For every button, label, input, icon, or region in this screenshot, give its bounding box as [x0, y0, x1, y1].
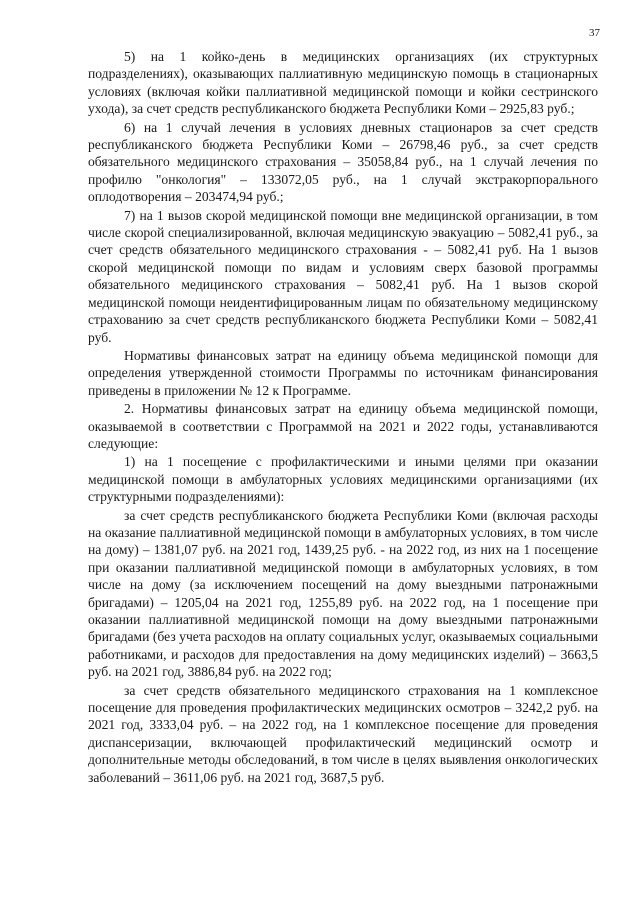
- page-number: 37: [589, 27, 600, 39]
- paragraph-item-7: 7) на 1 вызов скорой медицинской помощи вне медицинской организации, в том числе скорой специализированной, включая медицинскую эвакуацию – 5082,41 руб., за счет средств обязательного медицинского страхования - – 5082,41 руб. На 1 вызов скорой медицинской помощи по видам и условиям сверх базовой программы обязательного медицинского страхования – 5082,41 руб. На 1 вызов скорой медицинской помощи неидентифицированным лицам по обязательному медицинскому страхованию за счет средств республиканского бюджета Республики Коми – 5082,41 руб.: [88, 207, 598, 345]
- paragraph-oms-funding: за счет средств обязательного медицинского страхования на 1 комплексное посещение для проведения профилактических медицинских осмотров – 3242,2 руб. на 2021 год, 3333,04 руб. – на 2022 год, на 1 комплексное посещение для проведения диспансеризации, включающей профилактический медицинский осмотр и дополнительные методы обследований, в том числе в целях выявления онкологических заболеваний – 3611,06 руб. на 2021 год, 3687,5 руб.: [88, 682, 598, 785]
- paragraph-section-2: 2. Нормативы финансовых затрат на единицу объема медицинской помощи, оказываемой в соответствии с Программой на 2021 и 2022 годы, устанавливаются следующие:: [88, 401, 598, 451]
- paragraph-financing-note: Нормативы финансовых затрат на единицу объема медицинской помощи для определения утвержденной стоимости Программы по источникам финансирования приведены в приложении № 12 к Программе.: [88, 347, 598, 398]
- document-body: [88, 48, 598, 787]
- paragraph-subitem-1: 1) на 1 посещение с профилактическими и иными целями при оказании медицинской помощи в амбулаторных условиях медицинскими организациями (их структурными подразделениями):: [88, 454, 598, 505]
- paragraph-item-6: 6) на 1 случай лечения в условиях дневных стационаров за счет средств республиканского бюджета Республики Коми – 26798,46 руб., за счет средств обязательного медицинского страхования – 35058,84 руб., на 1 случай лечения по профилю "онкология" – 133072,05 руб., на 1 случай экстракорпорального оплодотворения – 203474,94 руб.;: [88, 119, 598, 205]
- paragraph-item-5: 5) на 1 койко-день в медицинских организациях (их структурных подразделениях), оказывающих паллиативную медицинскую помощь в стационарных условиях (включая койки паллиативной медицинской помощи и койки сестринского ухода), за счет средств республиканского бюджета Республики Коми – 2925,83 руб.;: [88, 49, 598, 117]
- paragraph-republican-budget: за счет средств республиканского бюджета Республики Коми (включая расходы на оказание паллиативной медицинской помощи в амбулаторных условиях, в том числе на дому) – 1381,07 руб. на 2021 год, 1439,25 руб. - на 2022 год, из них на 1 посещение при оказании паллиативной медицинской помощи в амбулаторных условиях, в том числе на дому (за исключением посещений на дому выездными патронажными бригадами) – 1205,04 на 2021 год, 1255,89 руб. на 2022 год, на 1 посещение при оказании паллиативной медицинской помощи на дому выездными патронажными бригадами (без учета расходов на оплату социальных услуг, оказываемых социальными работниками, и расходов для предоставления на дому медицинских изделий) – 3663,5 руб. на 2021 год, 3886,84 руб. на 2022 год;: [88, 507, 598, 680]
